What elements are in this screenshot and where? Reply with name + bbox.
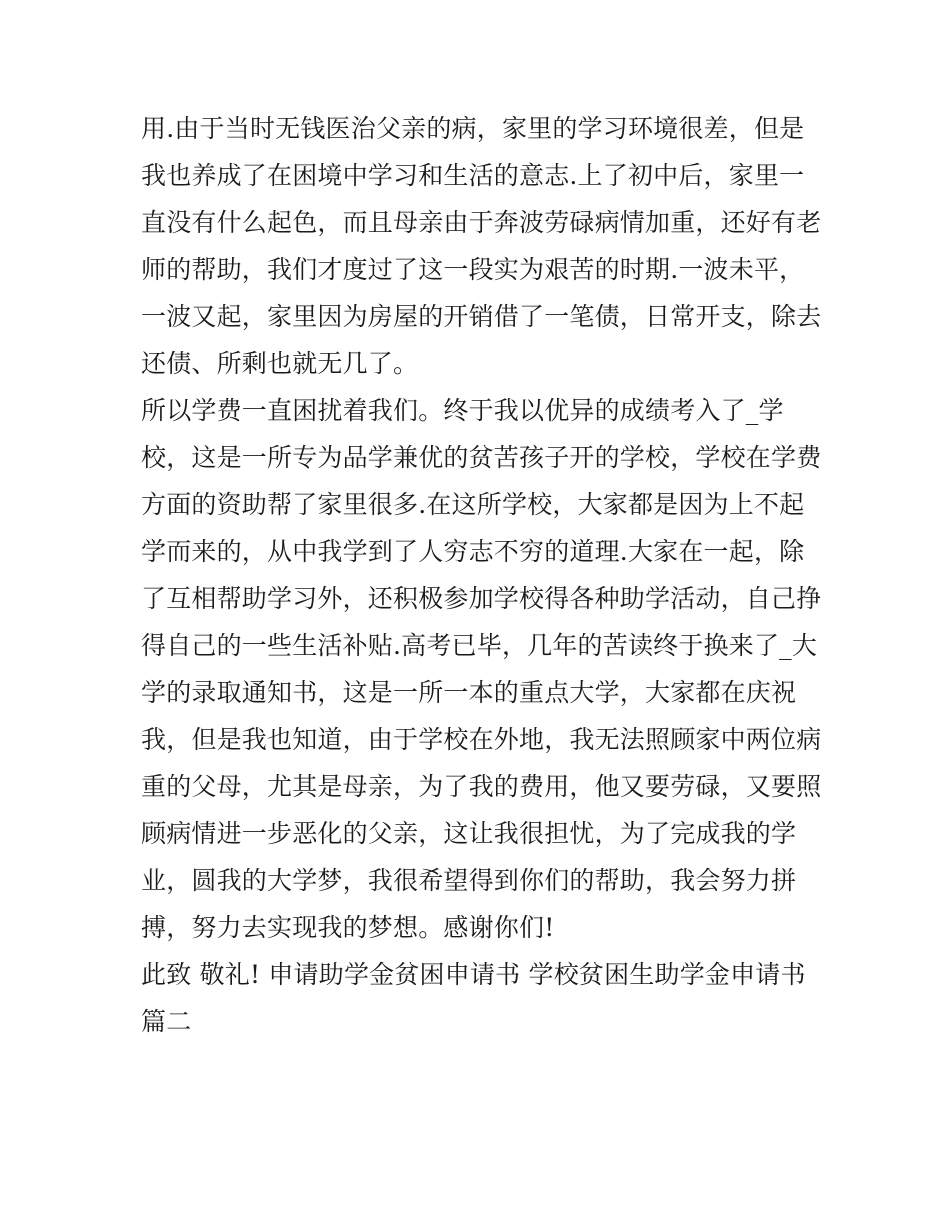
text-line: 得自己的一些生活补贴.高考已毕，几年的苦读终于换来了_大: [141, 631, 818, 660]
text-line: 还债、所剩也就无几了。: [141, 349, 419, 378]
text-line: 了互相帮助学习外，还积极参加学校得各种助学活动，自己挣: [141, 584, 822, 613]
text-line: 搏，努力去实现我的梦想。感谢你们!: [141, 913, 555, 942]
closing-line: 此致 敬礼! 申请助学金贫困申请书 学校贫困生助学金申请书: [141, 960, 806, 989]
text-line: 学而来的，从中我学到了人穷志不穷的道理.大家在一起，除: [141, 537, 805, 566]
text-line: 一波又起，家里因为房屋的开销借了一笔债，日常开支，除去: [141, 302, 822, 331]
section-heading: 篇二: [141, 1007, 192, 1036]
text-line: 校，这是一所专为品学兼优的贫苦孩子开的学校，学校在学费: [141, 443, 822, 472]
text-line: 顾病情进一步恶化的父亲，这让我很担忧，为了完成我的学: [141, 819, 797, 848]
text-line: 直没有什么起色，而且母亲由于奔波劳碌病情加重，还好有老: [141, 208, 822, 237]
text-line: 重的父母，尤其是母亲，为了我的费用，他又要劳碌，又要照: [141, 772, 822, 801]
text-line: 我，但是我也知道，由于学校在外地，我无法照顾家中两位病: [141, 725, 822, 754]
text-line: 师的帮助，我们才度过了这一段实为艰苦的时期.一波未平，: [141, 255, 805, 284]
text-line: 方面的资助帮了家里很多.在这所学校，大家都是因为上不起: [141, 490, 805, 519]
text-line: 所以学费一直困扰着我们。终于我以优异的成绩考入了_学: [141, 396, 784, 425]
body-text: [141, 105, 821, 1045]
text-line: 业，圆我的大学梦，我很希望得到你们的帮助，我会努力拼: [141, 866, 797, 895]
text-line: 我也养成了在困境中学习和生活的意志.上了初中后，家里一: [141, 161, 805, 190]
text-line: 学的录取通知书，这是一所一本的重点大学，大家都在庆祝: [141, 678, 797, 707]
text-line: 用.由于当时无钱医治父亲的病，家里的学习环境很差，但是: [141, 114, 805, 143]
